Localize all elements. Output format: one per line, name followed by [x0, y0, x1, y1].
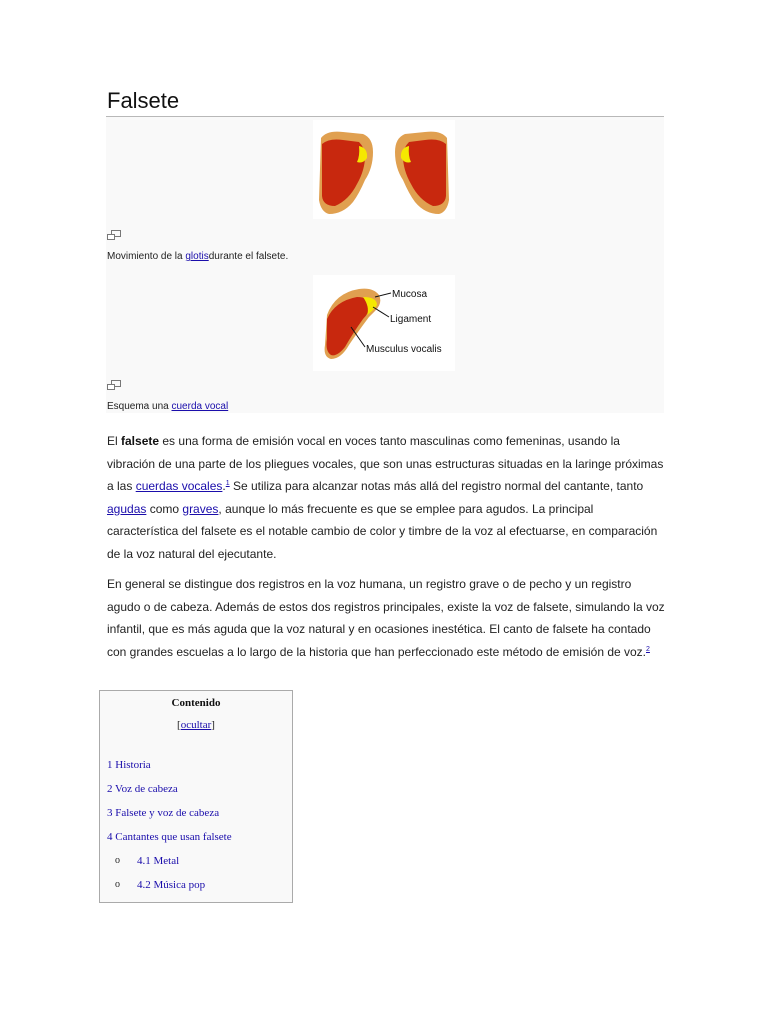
ligament-label: Ligament — [390, 314, 432, 325]
mucosa-label: Mucosa — [392, 289, 428, 300]
reference-2[interactable] — [646, 646, 650, 653]
reference-link[interactable]: 1 — [225, 480, 230, 487]
agudas-link[interactable]: agudas — [107, 501, 147, 516]
text: como — [146, 501, 183, 516]
cuerdas-vocales-link[interactable]: cuerdas vocales — [135, 479, 223, 493]
table-of-contents — [99, 690, 293, 903]
text: es una forma de emisión vocal en voces tanto masculinas como femeninas, usando la vibración de una parte de los pliegues vocales, que son unas estructuras situadas en la laringe próximas a las — [107, 434, 664, 493]
toc-title: Contenido — [171, 697, 221, 709]
paragraph-intro — [107, 430, 667, 565]
graves-link[interactable]: graves — [182, 501, 219, 516]
toc-hide-link[interactable]: ocultar — [180, 719, 212, 731]
text: , aunque lo más frecuente es que se emplee para agudos. La principal característica del falsete es el notable cambio de color y timbre de la voz al efectuarse, en comparación de la voz natural del ejecutante. — [107, 501, 658, 561]
page-title: Falsete — [107, 88, 180, 113]
text: En general se distingue dos registros en la voz humana, un registro grave o de pecho y un registro agudo o de cabeza. Además de estos dos registros principales, existe la voz de falsete, simulando la voz infantil, que es más aguda que la voz natural y en ocasiones inestética. El canto de falsete ha contado con grandes escuelas a lo largo de la historia que han perfeccionado este método de emisión de voz. — [107, 577, 665, 659]
toc-item-cantantes[interactable]: 4 Cantantes que usan falsete — [107, 831, 232, 843]
caption-text: durante el falsete. — [208, 251, 289, 262]
text: Se utiliza para alcanzar notas más allá del registro normal del cantante, tanto — [229, 479, 644, 493]
reference-link[interactable]: 2 — [646, 645, 650, 653]
bold-term: falsete — [121, 434, 160, 448]
musculus-label: Musculus vocalis — [366, 344, 442, 355]
paragraph-registers — [107, 573, 667, 663]
toc-item-musica-pop[interactable]: 4.2 Música pop — [137, 879, 206, 891]
text: . — [222, 479, 226, 493]
caption-text: Esquema una — [107, 401, 172, 412]
figure2-caption — [107, 401, 228, 412]
magnify-icon[interactable] — [107, 380, 121, 390]
vocal-cord-diagram[interactable] — [313, 275, 455, 371]
toc-bullet: o — [115, 855, 120, 866]
figure1-caption — [107, 251, 288, 262]
toc-bullet: o — [115, 879, 120, 890]
caption-text: Movimiento de la — [107, 251, 186, 262]
cuerda-vocal-link[interactable]: cuerda vocal — [171, 401, 229, 412]
glotis-link[interactable]: glotis — [185, 251, 209, 262]
glottis-image[interactable] — [313, 120, 455, 219]
magnify-icon[interactable] — [107, 230, 121, 240]
toc-item-falsete-y-voz[interactable]: 3 Falsete y voz de cabeza — [107, 807, 220, 819]
toc-item-metal[interactable]: 4.1 Metal — [137, 855, 180, 867]
toc-toggle: [ocultar] — [177, 719, 215, 731]
toc-item-voz-de-cabeza[interactable]: 2 Voz de cabeza — [107, 783, 178, 795]
toc-item-historia[interactable]: 1 Historia — [107, 759, 151, 771]
text: El — [107, 434, 122, 448]
